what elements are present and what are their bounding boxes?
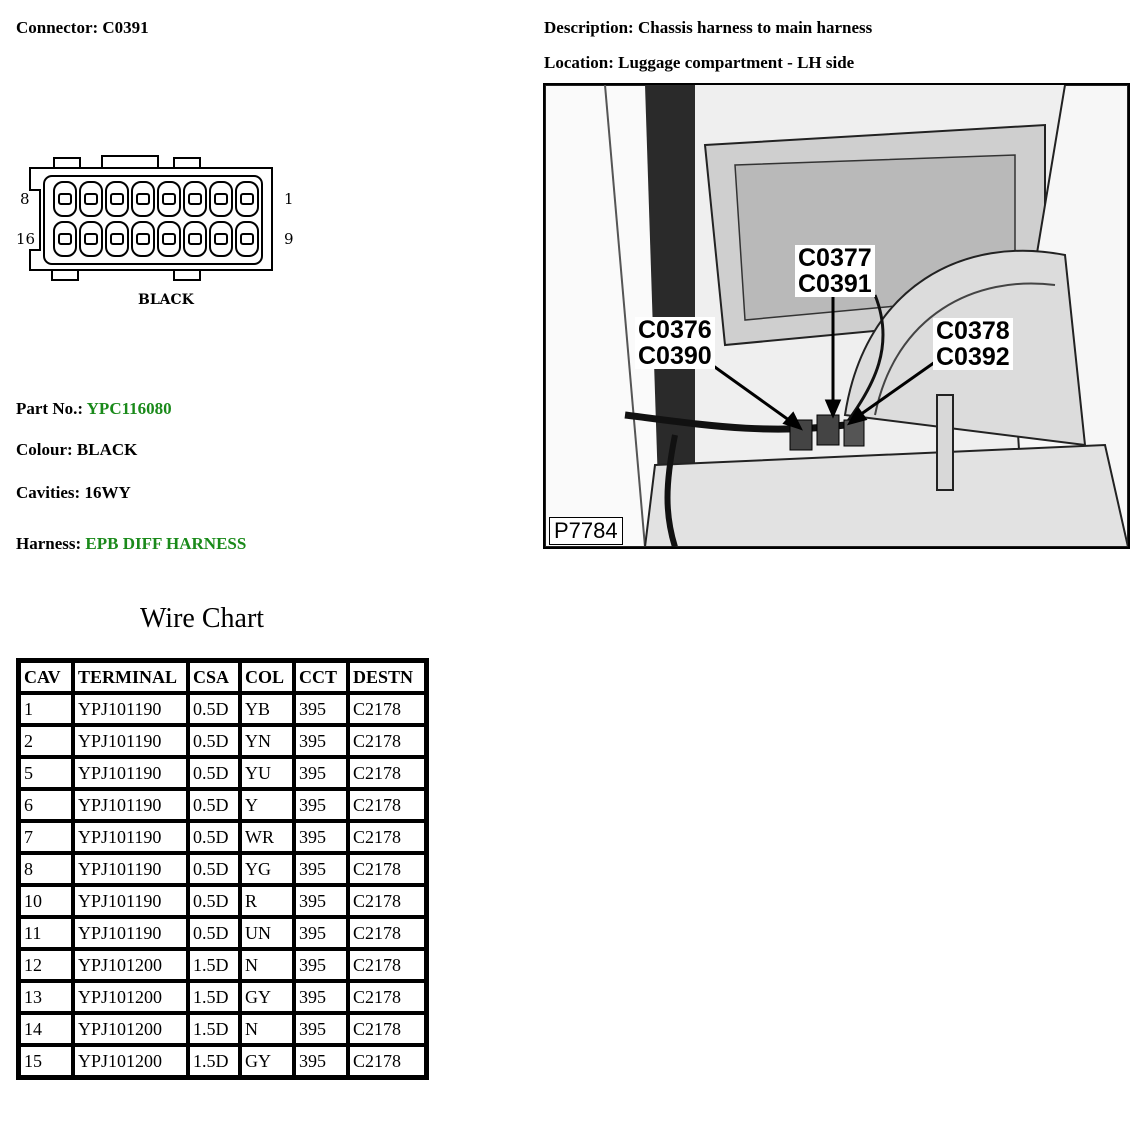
cell-col: YU xyxy=(240,757,294,789)
cell-terminal: YPJ101190 xyxy=(73,789,188,821)
cell-cct: 395 xyxy=(294,789,348,821)
column-header-csa: CSA xyxy=(188,661,240,693)
pin-terminal xyxy=(189,234,201,244)
cell-cct: 395 xyxy=(294,917,348,949)
table-body xyxy=(19,693,426,1077)
cell-col: R xyxy=(240,885,294,917)
pin-cavity xyxy=(184,182,206,216)
cell-cav: 2 xyxy=(19,725,73,757)
cell-csa: 0.5D xyxy=(188,821,240,853)
cell-terminal: YPJ101190 xyxy=(73,725,188,757)
harness-line xyxy=(16,534,246,554)
connector-line xyxy=(16,18,149,38)
cell-cav: 12 xyxy=(19,949,73,981)
cell-csa: 0.5D xyxy=(188,853,240,885)
cell-col: GY xyxy=(240,1045,294,1077)
cell-csa: 1.5D xyxy=(188,1013,240,1045)
cell-terminal: YPJ101190 xyxy=(73,853,188,885)
part-no-label: Part No.: xyxy=(16,399,84,418)
cell-csa: 0.5D xyxy=(188,725,240,757)
pin-label-9: 9 xyxy=(284,230,294,248)
pin-cavity xyxy=(106,182,128,216)
cell-terminal: YPJ101200 xyxy=(73,1045,188,1077)
cell-cct: 395 xyxy=(294,821,348,853)
cell-csa: 1.5D xyxy=(188,949,240,981)
pin-cavity xyxy=(80,222,102,256)
cell-destn: C2178 xyxy=(348,725,426,757)
pin-terminal xyxy=(215,234,227,244)
cell-terminal: YPJ101200 xyxy=(73,949,188,981)
cell-col: YB xyxy=(240,693,294,725)
table-header-row xyxy=(19,661,426,693)
location-value: Luggage compartment - LH side xyxy=(618,53,855,72)
cell-col: YN xyxy=(240,725,294,757)
cell-csa: 0.5D xyxy=(188,885,240,917)
table-row xyxy=(19,1013,426,1045)
table-row xyxy=(19,821,426,853)
colour-value: BLACK xyxy=(76,440,138,459)
colour-label: Colour: xyxy=(16,440,73,459)
cell-cav: 8 xyxy=(19,853,73,885)
cell-terminal: YPJ101190 xyxy=(73,885,188,917)
callout-c0376: C0376 xyxy=(638,316,712,344)
cell-terminal: YPJ101200 xyxy=(73,1013,188,1045)
pin-terminal xyxy=(241,194,253,204)
callout-c0390: C0390 xyxy=(638,342,712,370)
cell-csa: 1.5D xyxy=(188,1045,240,1077)
location-photo xyxy=(543,83,1130,549)
pin-cavity xyxy=(210,222,232,256)
part-no-value[interactable]: YPC116080 xyxy=(86,399,172,418)
pin-label-16: 16 xyxy=(16,230,36,248)
location-label: Location: xyxy=(544,53,614,72)
cell-destn: C2178 xyxy=(348,693,426,725)
pin-cavity xyxy=(158,182,180,216)
pin-cavity xyxy=(132,222,154,256)
cell-col: UN xyxy=(240,917,294,949)
table-row xyxy=(19,789,426,821)
cell-cav: 5 xyxy=(19,757,73,789)
cell-destn: C2178 xyxy=(348,757,426,789)
cell-destn: C2178 xyxy=(348,821,426,853)
cell-col: N xyxy=(240,949,294,981)
table-row xyxy=(19,693,426,725)
location-line xyxy=(544,53,854,73)
cell-cct: 395 xyxy=(294,853,348,885)
cell-terminal: YPJ101190 xyxy=(73,821,188,853)
column-header-cav: CAV xyxy=(19,661,73,693)
pin-cavity xyxy=(54,222,76,256)
pin-cavity xyxy=(236,222,258,256)
cell-cav: 14 xyxy=(19,1013,73,1045)
cell-cct: 395 xyxy=(294,693,348,725)
table-row xyxy=(19,917,426,949)
cell-destn: C2178 xyxy=(348,853,426,885)
pin-terminal xyxy=(59,234,71,244)
part-no-line xyxy=(16,399,172,419)
table-row xyxy=(19,1045,426,1077)
pin-terminal xyxy=(241,234,253,244)
cell-cav: 6 xyxy=(19,789,73,821)
cell-terminal: YPJ101190 xyxy=(73,693,188,725)
callout-c0377: C0377 xyxy=(798,244,872,272)
column-header-cct: CCT xyxy=(294,661,348,693)
pin-terminal xyxy=(163,194,175,204)
cell-terminal: YPJ101190 xyxy=(73,917,188,949)
cell-col: Y xyxy=(240,789,294,821)
cell-cav: 15 xyxy=(19,1045,73,1077)
cell-destn: C2178 xyxy=(348,1013,426,1045)
cell-csa: 0.5D xyxy=(188,757,240,789)
wire-chart-table xyxy=(16,658,429,1080)
callout-c0392: C0392 xyxy=(936,343,1010,371)
pin-terminal xyxy=(137,234,149,244)
column-header-destn: DESTN xyxy=(348,661,426,693)
cell-terminal: YPJ101200 xyxy=(73,981,188,1013)
pin-cavity xyxy=(132,182,154,216)
cell-col: GY xyxy=(240,981,294,1013)
callout-c0378: C0378 xyxy=(936,317,1010,345)
pin-terminal xyxy=(163,234,175,244)
cell-cct: 395 xyxy=(294,949,348,981)
pin-cavity xyxy=(80,182,102,216)
pin-terminal xyxy=(111,194,123,204)
cell-cct: 395 xyxy=(294,1045,348,1077)
cell-cav: 11 xyxy=(19,917,73,949)
harness-label: Harness: xyxy=(16,534,82,553)
cell-csa: 1.5D xyxy=(188,981,240,1013)
pin-cavity xyxy=(210,182,232,216)
callout-c0391: C0391 xyxy=(798,270,872,298)
pin-terminal xyxy=(85,194,97,204)
cell-cav: 1 xyxy=(19,693,73,725)
cavities-line xyxy=(16,483,131,503)
cell-cav: 10 xyxy=(19,885,73,917)
pin-cavity xyxy=(236,182,258,216)
cell-cct: 395 xyxy=(294,725,348,757)
cavities-label: Cavities: xyxy=(16,483,81,502)
harness-value[interactable]: EPB DIFF HARNESS xyxy=(85,534,247,553)
callout-c0377-c0391 xyxy=(795,245,875,297)
luggage-compartment-illustration xyxy=(545,85,1128,547)
connector-face-drawing xyxy=(16,150,306,320)
diagram-colour-label: BLACK xyxy=(138,292,194,308)
pin-label-1: 1 xyxy=(284,190,294,208)
cell-cct: 395 xyxy=(294,981,348,1013)
pin-terminal xyxy=(137,194,149,204)
wire-chart-title: Wire Chart xyxy=(140,603,265,634)
cell-destn: C2178 xyxy=(348,885,426,917)
cell-col: YG xyxy=(240,853,294,885)
cell-terminal: YPJ101190 xyxy=(73,757,188,789)
cell-cct: 395 xyxy=(294,885,348,917)
callout-c0378-c0392 xyxy=(933,318,1013,370)
connector-value: C0391 xyxy=(102,18,149,37)
table-row xyxy=(19,885,426,917)
pin-terminal xyxy=(85,234,97,244)
pin-cavity xyxy=(106,222,128,256)
cell-destn: C2178 xyxy=(348,949,426,981)
photo-id: P7784 xyxy=(549,517,623,545)
connector-face-diagram xyxy=(16,150,306,320)
cell-col: WR xyxy=(240,821,294,853)
cell-cct: 395 xyxy=(294,1013,348,1045)
connector-label: Connector: xyxy=(16,18,99,37)
cell-csa: 0.5D xyxy=(188,693,240,725)
pin-label-8: 8 xyxy=(20,190,30,208)
table-row xyxy=(19,949,426,981)
cell-csa: 0.5D xyxy=(188,789,240,821)
pin-cavity xyxy=(184,222,206,256)
colour-line xyxy=(16,440,137,460)
cavities-value: 16WY xyxy=(84,483,131,502)
pin-terminal xyxy=(59,194,71,204)
cell-cav: 13 xyxy=(19,981,73,1013)
table-row xyxy=(19,853,426,885)
table-row xyxy=(19,725,426,757)
pin-terminal xyxy=(215,194,227,204)
description-label: Description: xyxy=(544,18,634,37)
pin-cavity xyxy=(54,182,76,216)
table-row xyxy=(19,757,426,789)
callout-c0376-c0390 xyxy=(635,317,715,369)
description-line xyxy=(544,18,872,38)
pin-terminal xyxy=(111,234,123,244)
column-header-terminal: TERMINAL xyxy=(73,661,188,693)
pin-terminal xyxy=(189,194,201,204)
description-value: Chassis harness to main harness xyxy=(637,18,873,37)
cell-destn: C2178 xyxy=(348,1045,426,1077)
pin-cavity xyxy=(158,222,180,256)
cell-cct: 395 xyxy=(294,757,348,789)
table-row xyxy=(19,981,426,1013)
cell-destn: C2178 xyxy=(348,789,426,821)
cell-destn: C2178 xyxy=(348,917,426,949)
cell-cav: 7 xyxy=(19,821,73,853)
column-header-col: COL xyxy=(240,661,294,693)
cell-col: N xyxy=(240,1013,294,1045)
cell-destn: C2178 xyxy=(348,981,426,1013)
cell-csa: 0.5D xyxy=(188,917,240,949)
